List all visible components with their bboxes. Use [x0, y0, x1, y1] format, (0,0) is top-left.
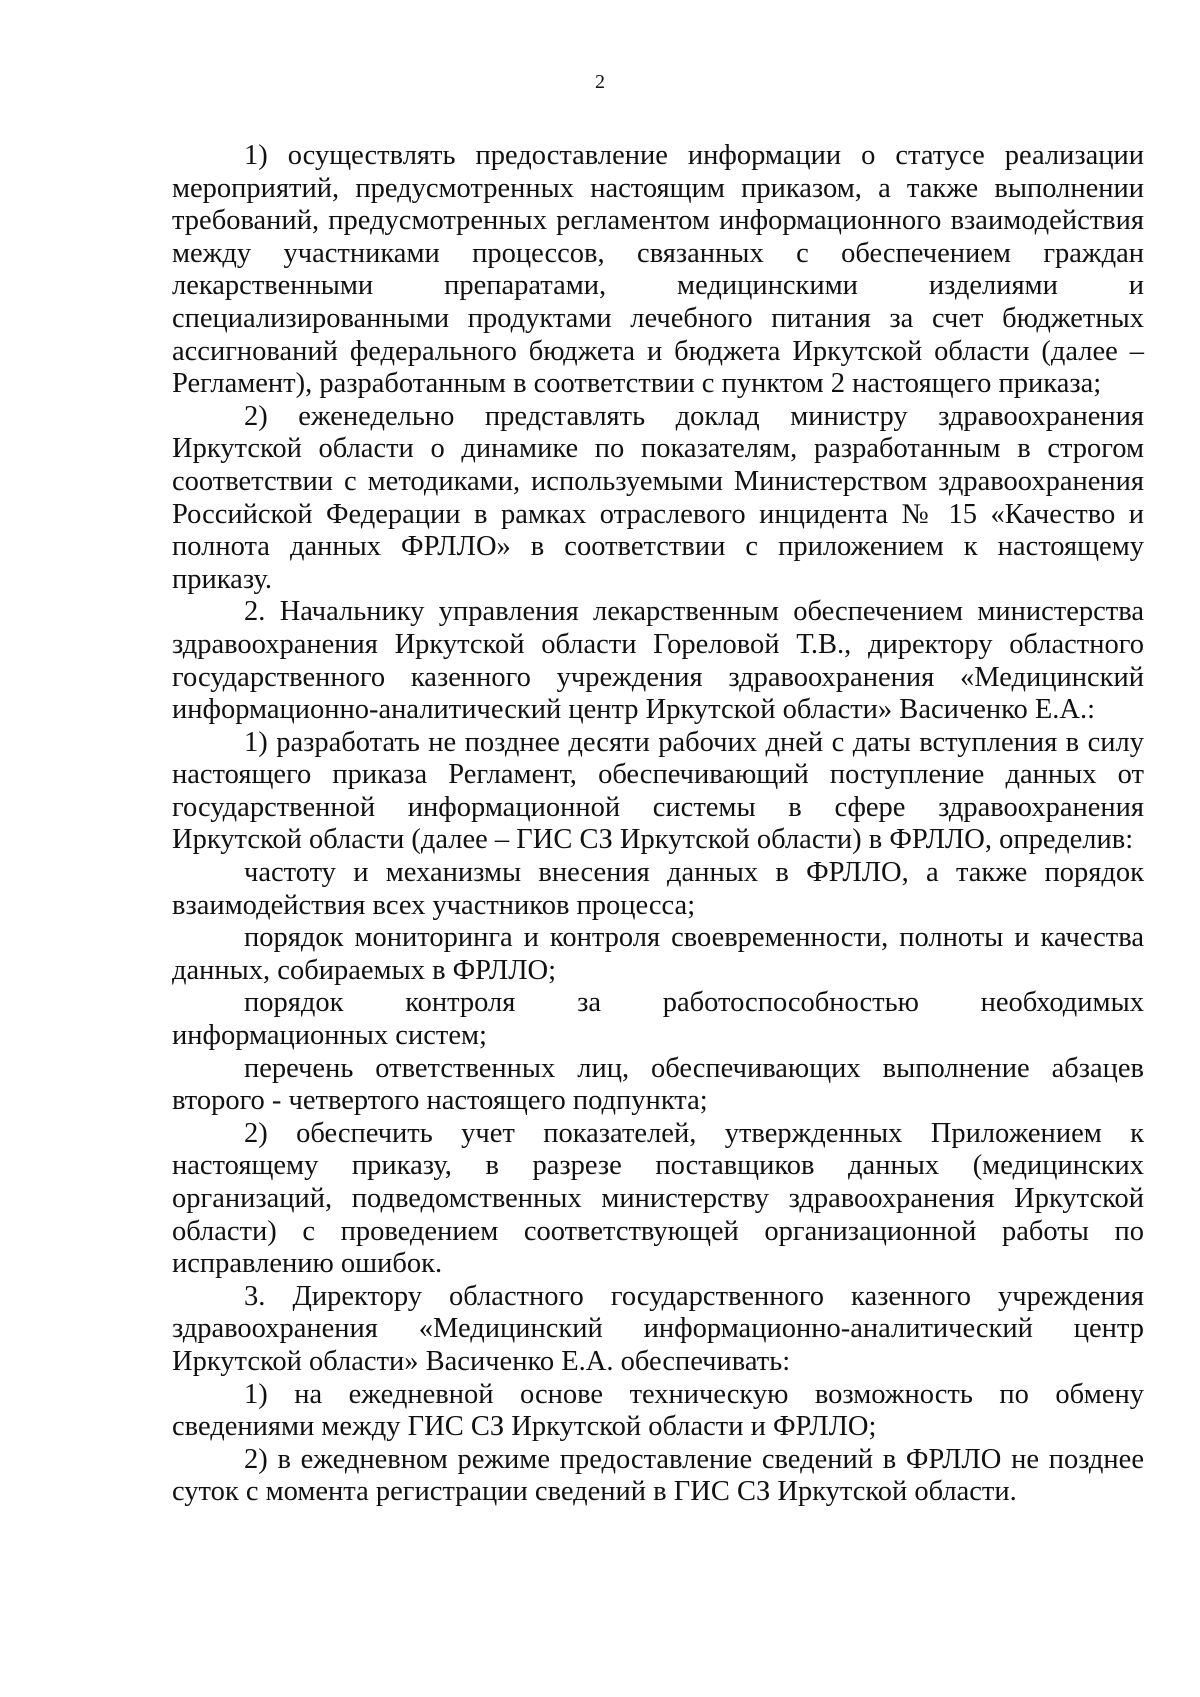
paragraph: 2) еженедельно представлять доклад министру здравоохранения Иркутской области о динамике по показателям, разработанным в строгом соответствии с методиками, используемыми Министерством здравоохранения Российской Федерации в рамках отраслевого инцидента № 15 «Качество и полнота данных ФРЛЛО» в соответствии с приложением к настоящему приказу.	[172, 400, 1144, 595]
page-number: 2	[595, 71, 605, 93]
paragraph: 1) осуществлять предоставление информации о статусе реализации мероприятий, предусмотренных настоящим приказом, а также выполнении требований, предусмотренных регламентом информационного взаимодействия между участниками процессов, связанных с обеспечением граждан лекарственными препаратами, медицинскими изделиями и специализированными продуктами лечебного питания за счет бюджетных ассигнований федерального бюджета и бюджета Иркутской области (далее – Регламент), разработанным в соответствии с пунктом 2 настоящего приказа;	[172, 140, 1144, 400]
paragraph: порядок мониторинга и контроля своевременности, полноты и качества данных, собираемых в ФРЛЛО;	[172, 922, 1144, 986]
paragraph: перечень ответственных лиц, обеспечивающих выполнение абзацев второго - четвертого настоящего подпункта;	[172, 1052, 1144, 1117]
paragraph: 2. Начальнику управления лекарственным обеспечением министерства здравоохранения Иркутской области Гореловой Т.В., директору областного государственного казенного учреждения здравоохранения «Медицинский информационно-аналитический центр Иркутской области» Васиченко Е.А.:	[172, 596, 1144, 726]
paragraph: частоту и механизмы внесения данных в ФРЛЛО, а также порядок взаимодействия всех участников процесса;	[172, 857, 1144, 921]
paragraph: порядок контроля за работоспособностью необходимых информационных систем;	[172, 987, 1144, 1052]
document-body	[172, 140, 1144, 1509]
paragraph: 3. Директору областного государственного казенного учреждения здравоохранения «Медицинский информационно-аналитический центр Иркутской области» Васиченко Е.А. обеспечивать:	[172, 1280, 1144, 1377]
paragraph: 2) обеспечить учет показателей, утвержденных Приложением к настоящему приказу, в разрезе поставщиков данных (медицинских организаций, подведомственных министерству здравоохранения Иркутской области) с проведением соответствующей организационной работы по исправлению ошибок.	[172, 1117, 1144, 1280]
paragraph: 2) в ежедневном режиме предоставление сведений в ФРЛЛО не позднее суток с момента регистрации сведений в ГИС СЗ Иркутской области.	[172, 1443, 1144, 1508]
paragraph: 1) на ежедневной основе техническую возможность по обмену сведениями между ГИС СЗ Иркутской области и ФРЛЛО;	[172, 1378, 1144, 1443]
paragraph: 1) разработать не позднее десяти рабочих дней с даты вступления в силу настоящего приказа Регламент, обеспечивающий поступление данных от государственной информационной системы в сфере здравоохранения Иркутской области (далее – ГИС СЗ Иркутской области) в ФРЛЛО, определив:	[172, 726, 1144, 856]
